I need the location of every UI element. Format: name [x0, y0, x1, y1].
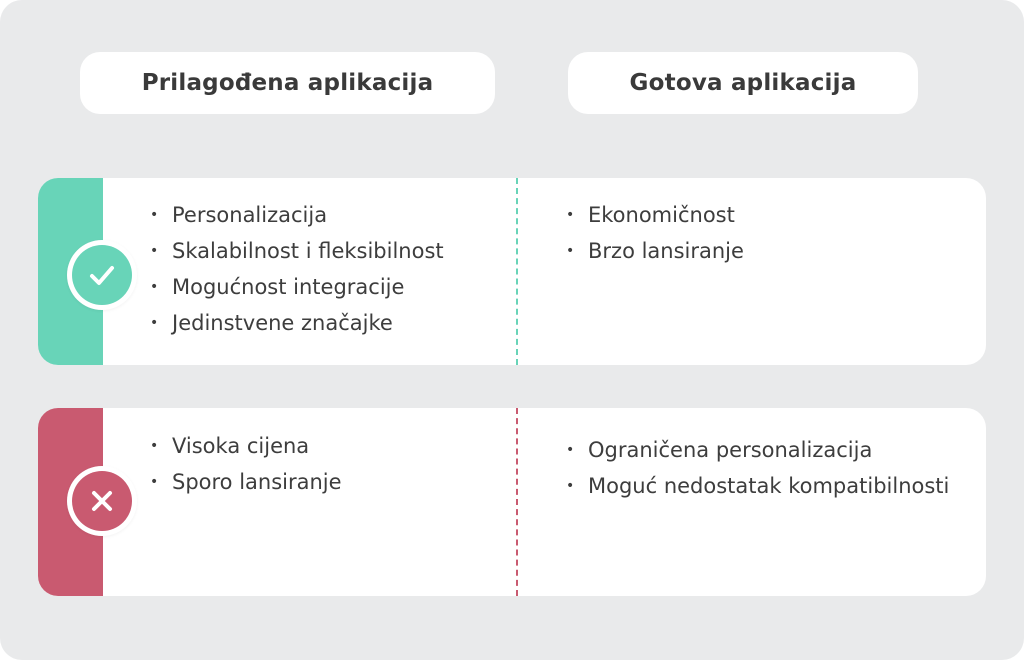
disadvantages-row — [38, 408, 986, 596]
advantages-divider — [516, 178, 518, 365]
list-item: • Ograničena personalizacija — [566, 432, 966, 468]
disadvantages-divider — [516, 408, 518, 596]
list-item: • Personalizacija — [150, 197, 444, 233]
custom-advantages-list — [150, 197, 444, 341]
check-icon — [85, 258, 119, 292]
list-item: • Ekonomičnost — [566, 197, 744, 233]
list-item: • Skalabilnost i fleksibilnost — [150, 233, 444, 269]
header-ready-app: Gotova aplikacija — [568, 52, 918, 114]
list-item: • Visoka cijena — [150, 428, 342, 464]
cross-icon — [85, 484, 119, 518]
cross-badge — [67, 466, 137, 536]
header-custom-app: Prilagođena aplikacija — [80, 52, 495, 114]
list-item: • Moguć nedostatak kompatibilnosti — [566, 468, 966, 504]
ready-advantages-list — [566, 197, 744, 269]
ready-disadvantages-list — [566, 432, 966, 504]
list-item: • Jedinstvene značajke — [150, 305, 444, 341]
list-item: • Sporo lansiranje — [150, 464, 342, 500]
check-badge — [67, 240, 137, 310]
custom-disadvantages-list — [150, 428, 342, 500]
advantages-row — [38, 178, 986, 365]
list-item: • Mogućnost integracije — [150, 269, 444, 305]
list-item: • Brzo lansiranje — [566, 233, 744, 269]
